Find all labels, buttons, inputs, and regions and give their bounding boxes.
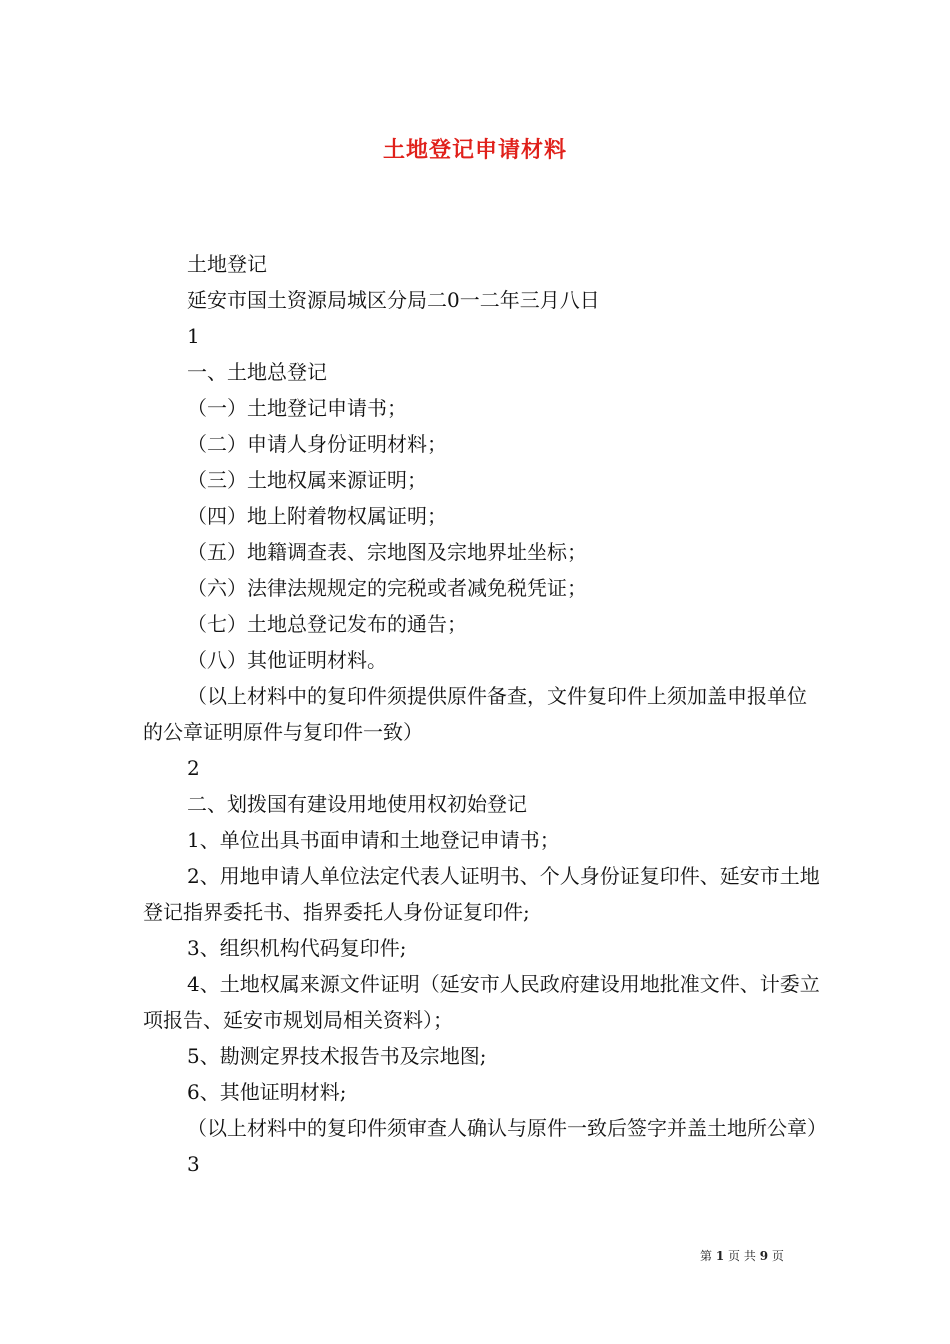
document-body <box>143 246 827 1182</box>
note: （以上材料中的复印件须提供原件备查，文件复印件上须加盖申报单位的公章证明原件与复印件一致） <box>143 684 807 744</box>
page-footer <box>700 1247 840 1264</box>
footer-middle: 页 共 <box>728 1249 756 1263</box>
list-item: （五）地籍调查表、宗地图及宗地界址坐标； <box>187 540 587 564</box>
current-page-number: 1 <box>715 1249 725 1263</box>
list-item: 6、其他证明材料; <box>187 1080 347 1104</box>
list-item: （七）土地总登记发布的通告； <box>187 612 467 636</box>
footer-suffix: 页 <box>771 1249 784 1263</box>
list-item: （八）其他证明材料。 <box>187 648 387 672</box>
note: （以上材料中的复印件须审查人确认与原件一致后签字并盖土地所公章） <box>187 1116 827 1140</box>
list-item: （二）申请人身份证明材料； <box>187 432 447 456</box>
paragraph: 1 <box>187 324 200 348</box>
list-item: 5、勘测定界技术报告书及宗地图; <box>187 1044 487 1068</box>
list-item: 1、单位出具书面申请和土地登记申请书； <box>187 828 560 852</box>
paragraph: 3 <box>187 1152 200 1176</box>
paragraph: 延安市国土资源局城区分局二0一二年三月八日 <box>187 288 600 312</box>
total-pages-number: 9 <box>759 1249 769 1263</box>
section-heading: 一、土地总登记 <box>187 360 327 384</box>
list-item: （三）土地权属来源证明； <box>187 468 427 492</box>
list-item: （四）地上附着物权属证明； <box>187 504 447 528</box>
list-item: 4、土地权属来源文件证明（延安市人民政府建设用地批准文件、计委立项报告、延安市规划局相关资料）； <box>143 972 820 1032</box>
section-heading: 二、划拨国有建设用地使用权初始登记 <box>187 792 527 816</box>
footer-prefix: 第 <box>700 1249 713 1263</box>
list-item: （一）土地登记申请书； <box>187 396 407 420</box>
list-item: 2、用地申请人单位法定代表人证明书、个人身份证复印件、延安市土地登记指界委托书、指界委托人身份证复印件; <box>143 864 820 924</box>
paragraph: 2 <box>187 756 200 780</box>
list-item: （六）法律法规规定的完税或者减免税凭证； <box>187 576 587 600</box>
paragraph: 土地登记 <box>187 252 267 276</box>
list-item: 3、组织机构代码复印件; <box>187 936 407 960</box>
document-title: 土地登记申请材料 <box>382 137 567 163</box>
